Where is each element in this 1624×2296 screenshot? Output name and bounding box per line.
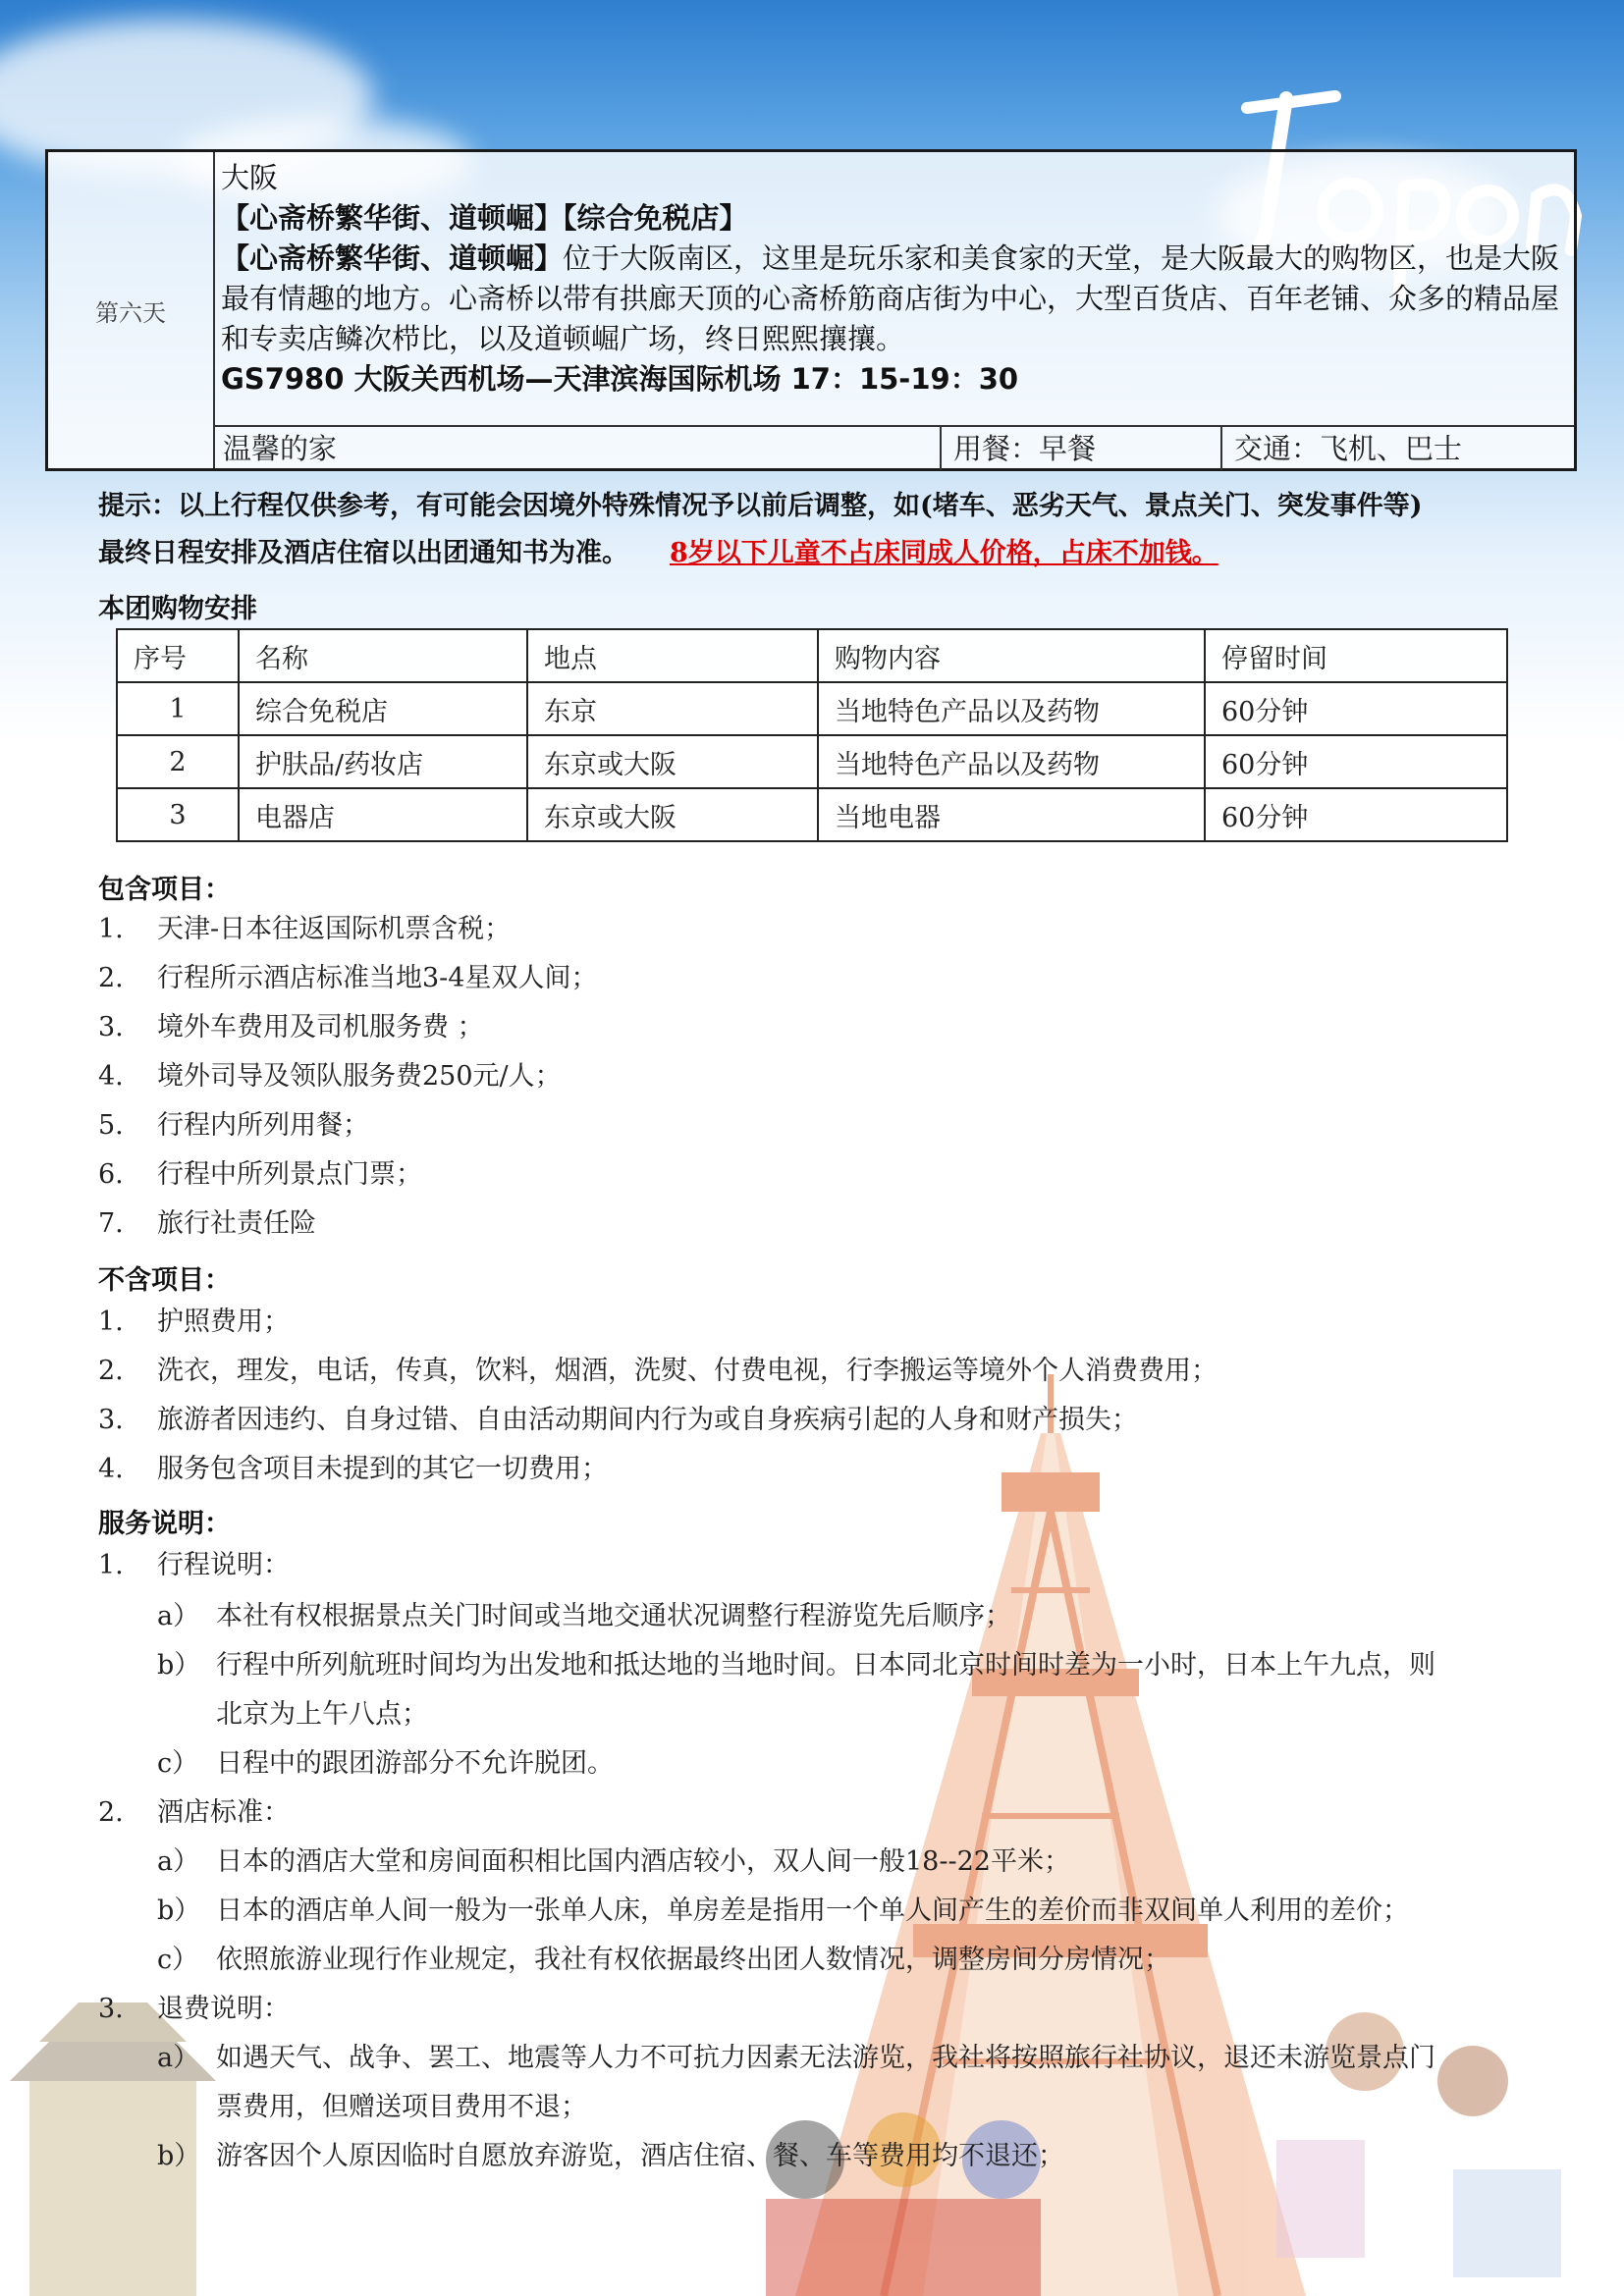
table-cell: 60分钟 — [1205, 735, 1507, 788]
transport-info: 交通：飞机、巴士 — [1220, 427, 1578, 470]
table-cell: 东京 — [527, 682, 818, 735]
city-name: 大阪 — [221, 161, 279, 194]
excluded-section-title: 不含项目： — [98, 1265, 231, 1296]
table-cell: 综合免税店 — [239, 682, 527, 735]
table-cell: 60分钟 — [1205, 682, 1507, 735]
table-row — [117, 788, 1507, 841]
table-cell: 当地电器 — [818, 788, 1205, 841]
meal-info: 用餐：早餐 — [940, 427, 1230, 470]
list-number: 1. — [98, 914, 124, 944]
flight-info: GS7980 大阪关西机场—天津滨海国际机场 17：15-19：30 — [221, 362, 1019, 396]
sub-marker: b） — [157, 2141, 201, 2171]
shopping-section-title: 本团购物安排 — [98, 594, 257, 624]
service-section-title: 服务说明： — [98, 1509, 231, 1539]
sub-marker: a） — [157, 1601, 200, 1631]
sub-text: 日程中的跟团游部分不允许脱团。 — [216, 1748, 614, 1779]
list-text: 旅行社责任险 — [157, 1208, 316, 1239]
sub-marker: c） — [157, 1748, 199, 1779]
list-number: 4. — [98, 1454, 124, 1484]
list-number: 2. — [98, 1356, 124, 1386]
table-cell: 1 — [117, 682, 239, 735]
spot-description — [221, 239, 1624, 279]
itinerary-table — [45, 149, 1577, 471]
sub-text: 日本的酒店单人间一般为一张单人床，单房差是指用一个单人间产生的差价而非双间单人利用的差价； — [216, 1896, 1409, 1926]
sub-marker: b） — [157, 1650, 201, 1681]
spot-description-line3: 和专卖店鳞次栉比，以及道顿崛广场，终日熙熙攘攘。 — [221, 322, 905, 355]
list-text: 旅游者因违约、自身过错、自由活动期间内行为或自身疾病引起的人身和财产损失； — [157, 1405, 1138, 1435]
table-cell: 2 — [117, 735, 239, 788]
list-text: 境外车费用及司机服务费 ； — [157, 1012, 484, 1042]
table-cell: 电器店 — [239, 788, 527, 841]
header-cell: 停留时间 — [1205, 629, 1507, 682]
header-cell: 地点 — [527, 629, 818, 682]
table-cell: 60分钟 — [1205, 788, 1507, 841]
spots-heading: 【心斋桥繁华街、道顿崛】【综合免税店】 — [221, 201, 748, 235]
tips-line2-text: 最终日程安排及酒店住宿以出团通知书为准。 — [98, 538, 628, 568]
table-cell: 当地特色产品以及药物 — [818, 682, 1205, 735]
list-text: 行程中所列景点门票； — [157, 1159, 422, 1190]
shopping-table-header — [117, 629, 1507, 682]
list-text: 天津-日本往返国际机票含税； — [157, 914, 512, 944]
sub-text: 行程中所列航班时间均为出发地和抵达地的当地时间。日本同北京时间时差为一小时，日本上午九点，则 — [216, 1650, 1435, 1681]
tips-line1: 提示：以上行程仅供参考，有可能会因境外特殊情况予以前后调整，如(堵车、恶劣天气、景点关门、突发事件等) — [98, 491, 1423, 521]
table-cell: 东京或大阪 — [527, 788, 818, 841]
sub-text: 游客因个人原因临时自愿放弃游览，酒店住宿、餐、车等费用均不退还； — [216, 2141, 1064, 2171]
list-number: 1. — [98, 1307, 124, 1337]
child-policy-note: 8岁以下儿童不占床同成人价格，占床不加钱。 — [670, 538, 1218, 568]
table-row — [117, 735, 1507, 788]
list-text: 退费说明： — [157, 1994, 290, 2024]
list-number: 1. — [98, 1550, 124, 1580]
sub-text: 本社有权根据景点关门时间或当地交通状况调整行程游览先后顺序； — [216, 1601, 1011, 1631]
spot-description-title: 【心斋桥繁华街、道顿崛】 — [221, 241, 564, 275]
list-number: 3. — [98, 1012, 124, 1042]
list-number: 4. — [98, 1061, 124, 1092]
list-text: 洗衣，理发，电话，传真，饮料，烟酒，洗熨、付费电视，行李搬运等境外个人消费费用； — [157, 1356, 1218, 1386]
list-number: 3. — [98, 1405, 124, 1435]
sub-text: 日本的酒店大堂和房间面积相比国内酒店较小，双人间一般18--22平米； — [216, 1846, 1070, 1877]
sub-text: 依照旅游业现行作业规定，我社有权依据最终出团人数情况，调整房间分房情况； — [216, 1945, 1170, 1975]
table-row — [117, 682, 1507, 735]
list-number: 2. — [98, 1797, 124, 1828]
list-text: 境外司导及领队服务费250元/人； — [157, 1061, 562, 1092]
sub-text: 票费用，但赠送项目费用不退； — [216, 2092, 587, 2122]
list-text: 行程说明： — [157, 1550, 290, 1580]
tips-line2 — [98, 530, 1571, 577]
list-number: 5. — [98, 1110, 124, 1141]
list-number: 6. — [98, 1159, 124, 1190]
list-number: 7. — [98, 1208, 124, 1239]
list-text: 护照费用； — [157, 1307, 290, 1337]
list-text: 服务包含项目未提到的其它一切费用； — [157, 1454, 608, 1484]
sub-text: 北京为上午八点； — [216, 1699, 428, 1730]
list-number: 3. — [98, 1994, 124, 2024]
table-cell: 护肤品/药妆店 — [239, 735, 527, 788]
hotel-info: 温馨的家 — [223, 432, 338, 465]
shopping-table — [116, 628, 1508, 842]
list-text: 酒店标准： — [157, 1797, 290, 1828]
header-cell: 序号 — [117, 629, 239, 682]
spot-description-line2: 最有情趣的地方。心斋桥以带有拱廊天顶的心斋桥筋商店街为中心，大型百货店、百年老铺、众多的精品屋 — [221, 282, 1560, 315]
header-cell: 购物内容 — [818, 629, 1205, 682]
list-number: 2. — [98, 963, 124, 993]
sub-text: 如遇天气、战争、罢工、地震等人力不可抗力因素无法游览，我社将按照旅行社协议，退还未游览景点门 — [216, 2043, 1435, 2073]
sub-marker: c） — [157, 1945, 199, 1975]
day-label: 第六天 — [48, 152, 215, 468]
list-text: 行程所示酒店标准当地3-4星双人间； — [157, 963, 598, 993]
included-section-title: 包含项目： — [98, 875, 231, 905]
itinerary-content — [221, 158, 1624, 400]
tips-note — [98, 483, 1571, 577]
sub-marker: a） — [157, 1846, 200, 1877]
header-cell: 名称 — [239, 629, 527, 682]
list-text: 行程内所列用餐； — [157, 1110, 369, 1141]
table-cell: 当地特色产品以及药物 — [818, 735, 1205, 788]
sub-marker: b） — [157, 1896, 201, 1926]
itinerary-footer-row — [213, 425, 1574, 470]
table-cell: 东京或大阪 — [527, 735, 818, 788]
sub-marker: a） — [157, 2043, 200, 2073]
table-cell: 3 — [117, 788, 239, 841]
spot-description-line1: 位于大阪南区，这里是玩乐家和美食家的天堂，是大阪最大的购物区，也是大阪 — [563, 241, 1560, 275]
